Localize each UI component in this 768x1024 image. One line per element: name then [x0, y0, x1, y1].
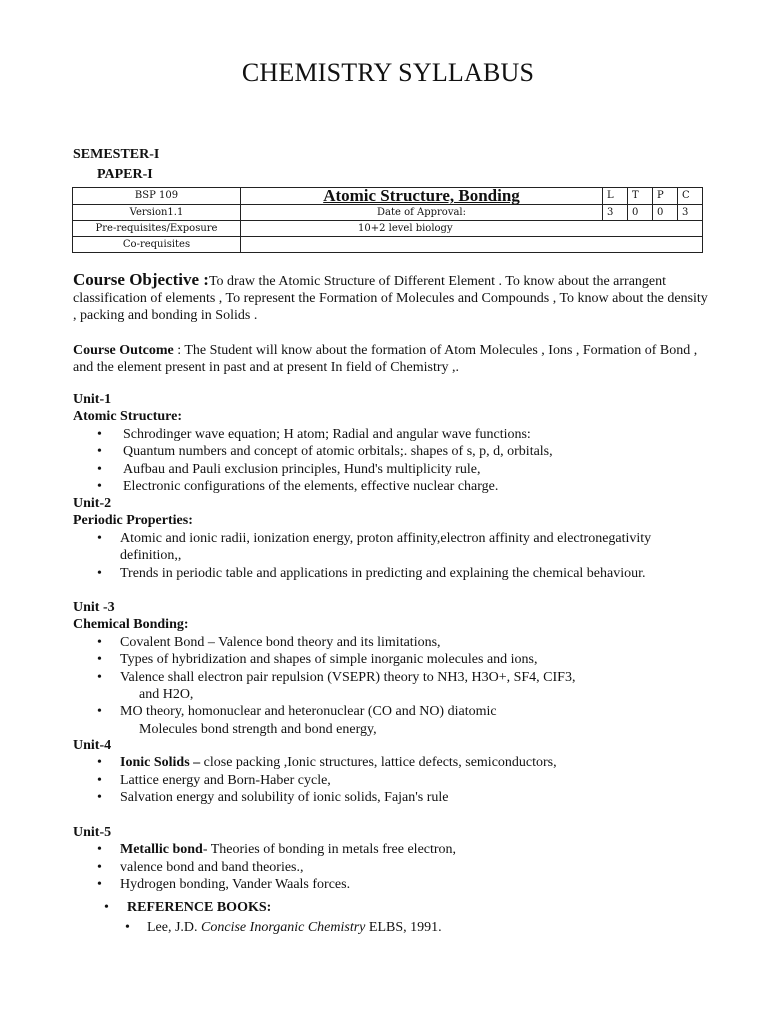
- ltpc-header-p: P: [653, 188, 678, 205]
- bullet-icon: •: [97, 704, 102, 720]
- list-item: • Trends in periodic table and applications in predicting and explaining the chemical behaviour.: [97, 565, 646, 581]
- list-item: • Types of hybridization and shapes of simple inorganic molecules and ions,: [97, 652, 538, 668]
- unit-label: Unit -3: [73, 600, 115, 615]
- reference-heading-item: [73, 898, 713, 918]
- ltpc-header-c: C: [678, 188, 703, 205]
- list-item-continuation: and H2O,: [139, 687, 194, 703]
- reference-books: [73, 898, 713, 938]
- ltpc-value-c: 3: [678, 205, 703, 221]
- bullet-icon: •: [97, 565, 102, 581]
- list-item: • Valence shall electron pair repulsion (VSEPR) theory to NH3, H3O+, SF4, CIF3,: [97, 669, 576, 685]
- bullet-icon: •: [97, 842, 102, 858]
- list-item: • MO theory, homonuclear and heteronuclear (CO and NO) diatomic: [97, 704, 497, 720]
- table-row: [73, 205, 703, 221]
- reference-heading: REFERENCE BOOKS:: [127, 900, 272, 915]
- bullet-icon: •: [97, 669, 102, 685]
- course-outcome: [73, 342, 713, 376]
- prereq-label: Pre-requisites/Exposure: [73, 221, 241, 237]
- bullet-icon: •: [97, 461, 102, 477]
- ltpc-value-t: 0: [628, 205, 653, 221]
- unit-heading: Chemical Bonding:: [73, 617, 189, 633]
- ltpc-value-l: 3: [603, 205, 628, 221]
- list-item: • Ionic Solids – close packing ,Ionic structures, lattice defects, semiconductors,: [97, 755, 557, 771]
- bullet-icon: •: [97, 755, 102, 771]
- bullet-icon: •: [97, 859, 102, 875]
- unit-1: [73, 391, 713, 495]
- table-row: [73, 237, 703, 253]
- course-outcome-text: : The Student will know about the formation of Atom Molecules , Ions , Formation of Bond , and the element present in past and at present In field of Chemistry ,.: [73, 343, 698, 375]
- unit-5: [73, 824, 713, 894]
- list-item-continuation: Molecules bond strength and bond energy,: [139, 721, 377, 737]
- bullet-icon: •: [125, 920, 130, 935]
- list-item: • Salvation energy and solubility of ionic solids, Fajan's rule: [97, 790, 449, 806]
- course-objective: [73, 271, 713, 324]
- version-cell: Version1.1: [73, 205, 241, 221]
- list-item: • Quantum numbers and concept of atomic orbitals;. shapes of s, p, d, orbitals,: [97, 444, 553, 460]
- list-item: • Schrodinger wave equation; H atom; Radial and angular wave functions:: [97, 426, 531, 442]
- list-item: • Metallic bond- Theories of bonding in metals free electron,: [97, 842, 457, 858]
- unit-heading: Atomic Structure:: [73, 409, 182, 425]
- unit-label: Unit-1: [73, 392, 112, 407]
- page-title: CHEMISTRY SYLLABUS: [241, 58, 535, 87]
- bullet-icon: •: [97, 426, 102, 442]
- list-item: • Aufbau and Pauli exclusion principles, Hund's multiplicity rule,: [97, 461, 481, 477]
- bullet-icon: •: [97, 530, 102, 546]
- unit-label: Unit-5: [73, 825, 112, 840]
- bullet-icon: •: [97, 877, 102, 893]
- bullet-icon: •: [97, 790, 102, 806]
- prereq-value: 10+2 level biology: [241, 221, 703, 237]
- list-item: • Electronic configurations of the elements, effective nuclear charge.: [97, 479, 499, 495]
- coreq-label: Co-requisites: [73, 237, 241, 253]
- reference-entry: • Lee, J.D. Concise Inorganic Chemistry ELBS, 1991.: [73, 918, 713, 938]
- course-outcome-label: Course Outcome: [73, 343, 174, 358]
- paper-label: PAPER-I: [97, 167, 153, 182]
- unit-label: Unit-2: [73, 496, 112, 511]
- list-item: • Hydrogen bonding, Vander Waals forces.: [97, 877, 351, 893]
- unit-3: [73, 599, 713, 738]
- unit-label: Unit-4: [73, 738, 112, 753]
- bullet-icon: •: [104, 900, 109, 915]
- list-item: • Atomic and ionic radii, ionization energy, proton affinity,electron affinity and electronegativity definition,,: [97, 530, 652, 564]
- ltpc-value-p: 0: [653, 205, 678, 221]
- list-item: • valence bond and band theories.,: [97, 859, 304, 875]
- coreq-value: [241, 237, 703, 253]
- course-objective-text: To draw the Atomic Structure of Different Element . To know about the arrangent classification of elements , To represent the Formation of Molecules and Compounds , To know about the density , packing and bonding in Solids .: [73, 274, 708, 323]
- ltpc-header-l: L: [603, 188, 628, 205]
- bullet-icon: •: [97, 652, 102, 668]
- list-item: • Lattice energy and Born-Haber cycle,: [97, 772, 331, 788]
- course-objective-label: Course Objective :: [73, 270, 209, 289]
- course-subject: Atomic Structure, Bonding: [241, 188, 603, 205]
- bullet-icon: •: [97, 444, 102, 460]
- unit-4: [73, 737, 713, 807]
- list-item: • Covalent Bond – Valence bond theory and its limitations,: [97, 634, 441, 650]
- unit-2: [73, 495, 713, 582]
- table-row: [73, 221, 703, 237]
- table-row: [73, 188, 703, 205]
- bullet-icon: •: [97, 634, 102, 650]
- bullet-icon: •: [97, 479, 102, 495]
- ltpc-header-t: T: [628, 188, 653, 205]
- course-info-table: [72, 187, 703, 253]
- unit-heading: Periodic Properties:: [73, 513, 193, 529]
- course-code: BSP 109: [73, 188, 241, 205]
- bullet-icon: •: [97, 772, 102, 788]
- semester-label: SEMESTER-I: [73, 147, 160, 162]
- approval-date-cell: Date of Approval:: [241, 205, 603, 221]
